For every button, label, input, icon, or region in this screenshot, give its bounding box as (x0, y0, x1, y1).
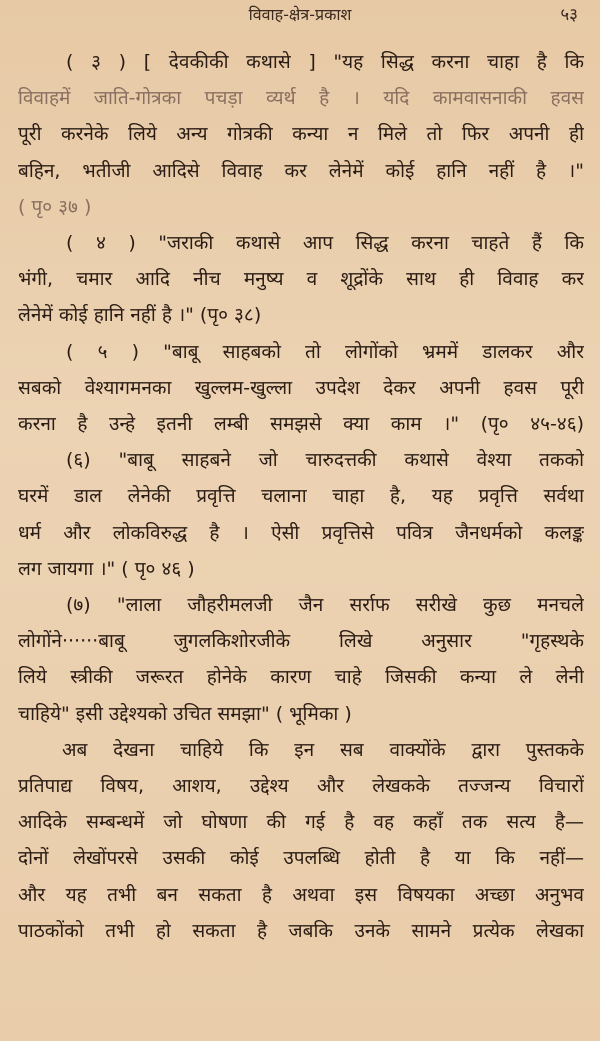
page-number: ५३ (560, 5, 578, 25)
text-line: और यह तभी बन सकता है अथवा इस विषयका अच्छा अनुभव (18, 883, 584, 906)
quote-paragraph-7 (18, 587, 584, 732)
text-line: धर्म और लोकविरुद्ध है । ऐसी प्रवृत्तिसे पवित्र जैनधर्मको कलङ्क (18, 521, 584, 544)
text-line: ( ४ ) "जराकी कथासे आप सिद्ध करना चाहते हैं कि (66, 232, 584, 255)
quote-paragraph-3 (18, 44, 584, 225)
text-line: पूरी करनेके लिये अन्य गोत्रकी कन्या न मिले तो फिर अपनी ही (18, 123, 584, 146)
page-header (0, 0, 600, 26)
quote-paragraph-6 (18, 442, 584, 587)
page-body (18, 44, 584, 949)
text-line: घरमें डाल लेनेकी प्रवृत्ति चलाना चाहा है, यह प्रवृत्ति सर्वथा (18, 485, 584, 508)
text-line: ( ५ ) "बाबू साहबको तो लोगोंको भ्रममें डालकर और (66, 340, 584, 363)
text-line: (६) "बाबू साहबने जो चारुदत्तकी कथासे वेश्या तकको (66, 449, 584, 472)
text-line: बहिन, भतीजी आदिसे विवाह कर लेनेमें कोई हानि नहीं है ।" (18, 159, 584, 182)
text-line: लोगोंने······बाबू जुगलकिशोरजीके लिखे अनुसार "गृहस्थके (18, 630, 584, 653)
text-line: ( ३ ) [ देवकीकी कथासे ] "यह सिद्ध करना चाहा है कि (66, 51, 584, 73)
text-line: दोनों लेखोंपरसे उसकी कोई उपलब्धि होती है या कि नहीं— (18, 847, 584, 870)
text-line: लिये स्त्रीकी जरूरत होनेके कारण चाहे जिसकी कन्या ले लेनी (18, 666, 584, 689)
text-line: चाहिये" इसी उद्देश्यको उचित समझा" ( भूमिका ) (18, 702, 352, 725)
text-line: अब देखना चाहिये कि इन सब वाक्योंके द्वारा पुस्तकके (62, 738, 584, 761)
text-line: प्रतिपाद्य विषय, आशय, उद्देश्य और लेखकके तज्जन्य विचारों (18, 775, 584, 798)
text-line: (७) "लाला जौहरीमलजी जैन सर्राफ सरीखे कुछ मनचले (66, 594, 584, 617)
text-line: लग जायगा ।" ( पृ० ४६ ) (18, 557, 195, 580)
quote-paragraph-4 (18, 225, 584, 334)
text-line: करना है उन्हे इतनी लम्बी समझसे क्या काम ।" (पृ० ४५-४६) (18, 413, 584, 436)
closing-paragraph (18, 732, 584, 949)
text-line: पाठकोंको तभी हो सकता है जबकि उनके सामने प्रत्येक लेखका (18, 919, 584, 942)
text-line: भंगी, चमार आदि नीच मनुष्य व शूद्रोंके साथ ही विवाह कर (18, 268, 584, 291)
text-line: विवाहमें जाति-गोत्रका पचड़ा व्यर्थ है । यदि कामवासनाकी हवस (18, 87, 584, 110)
text-line: लेनेमें कोई हानि नहीं है ।" (पृ० ३८) (18, 304, 262, 327)
text-line: आदिके सम्बन्धमें जो घोषणा की गई है वह कहाँ तक सत्य है— (18, 811, 584, 834)
page-reference: ( पृ० ३७ ) (18, 195, 92, 218)
quote-paragraph-5 (18, 334, 584, 443)
text-line: सबको वेश्यागमनका खुल्लम-खुल्ला उपदेश देकर अपनी हवस पूरी (18, 376, 584, 399)
running-title: विवाह-क्षेत्र-प्रकाश (248, 5, 352, 24)
